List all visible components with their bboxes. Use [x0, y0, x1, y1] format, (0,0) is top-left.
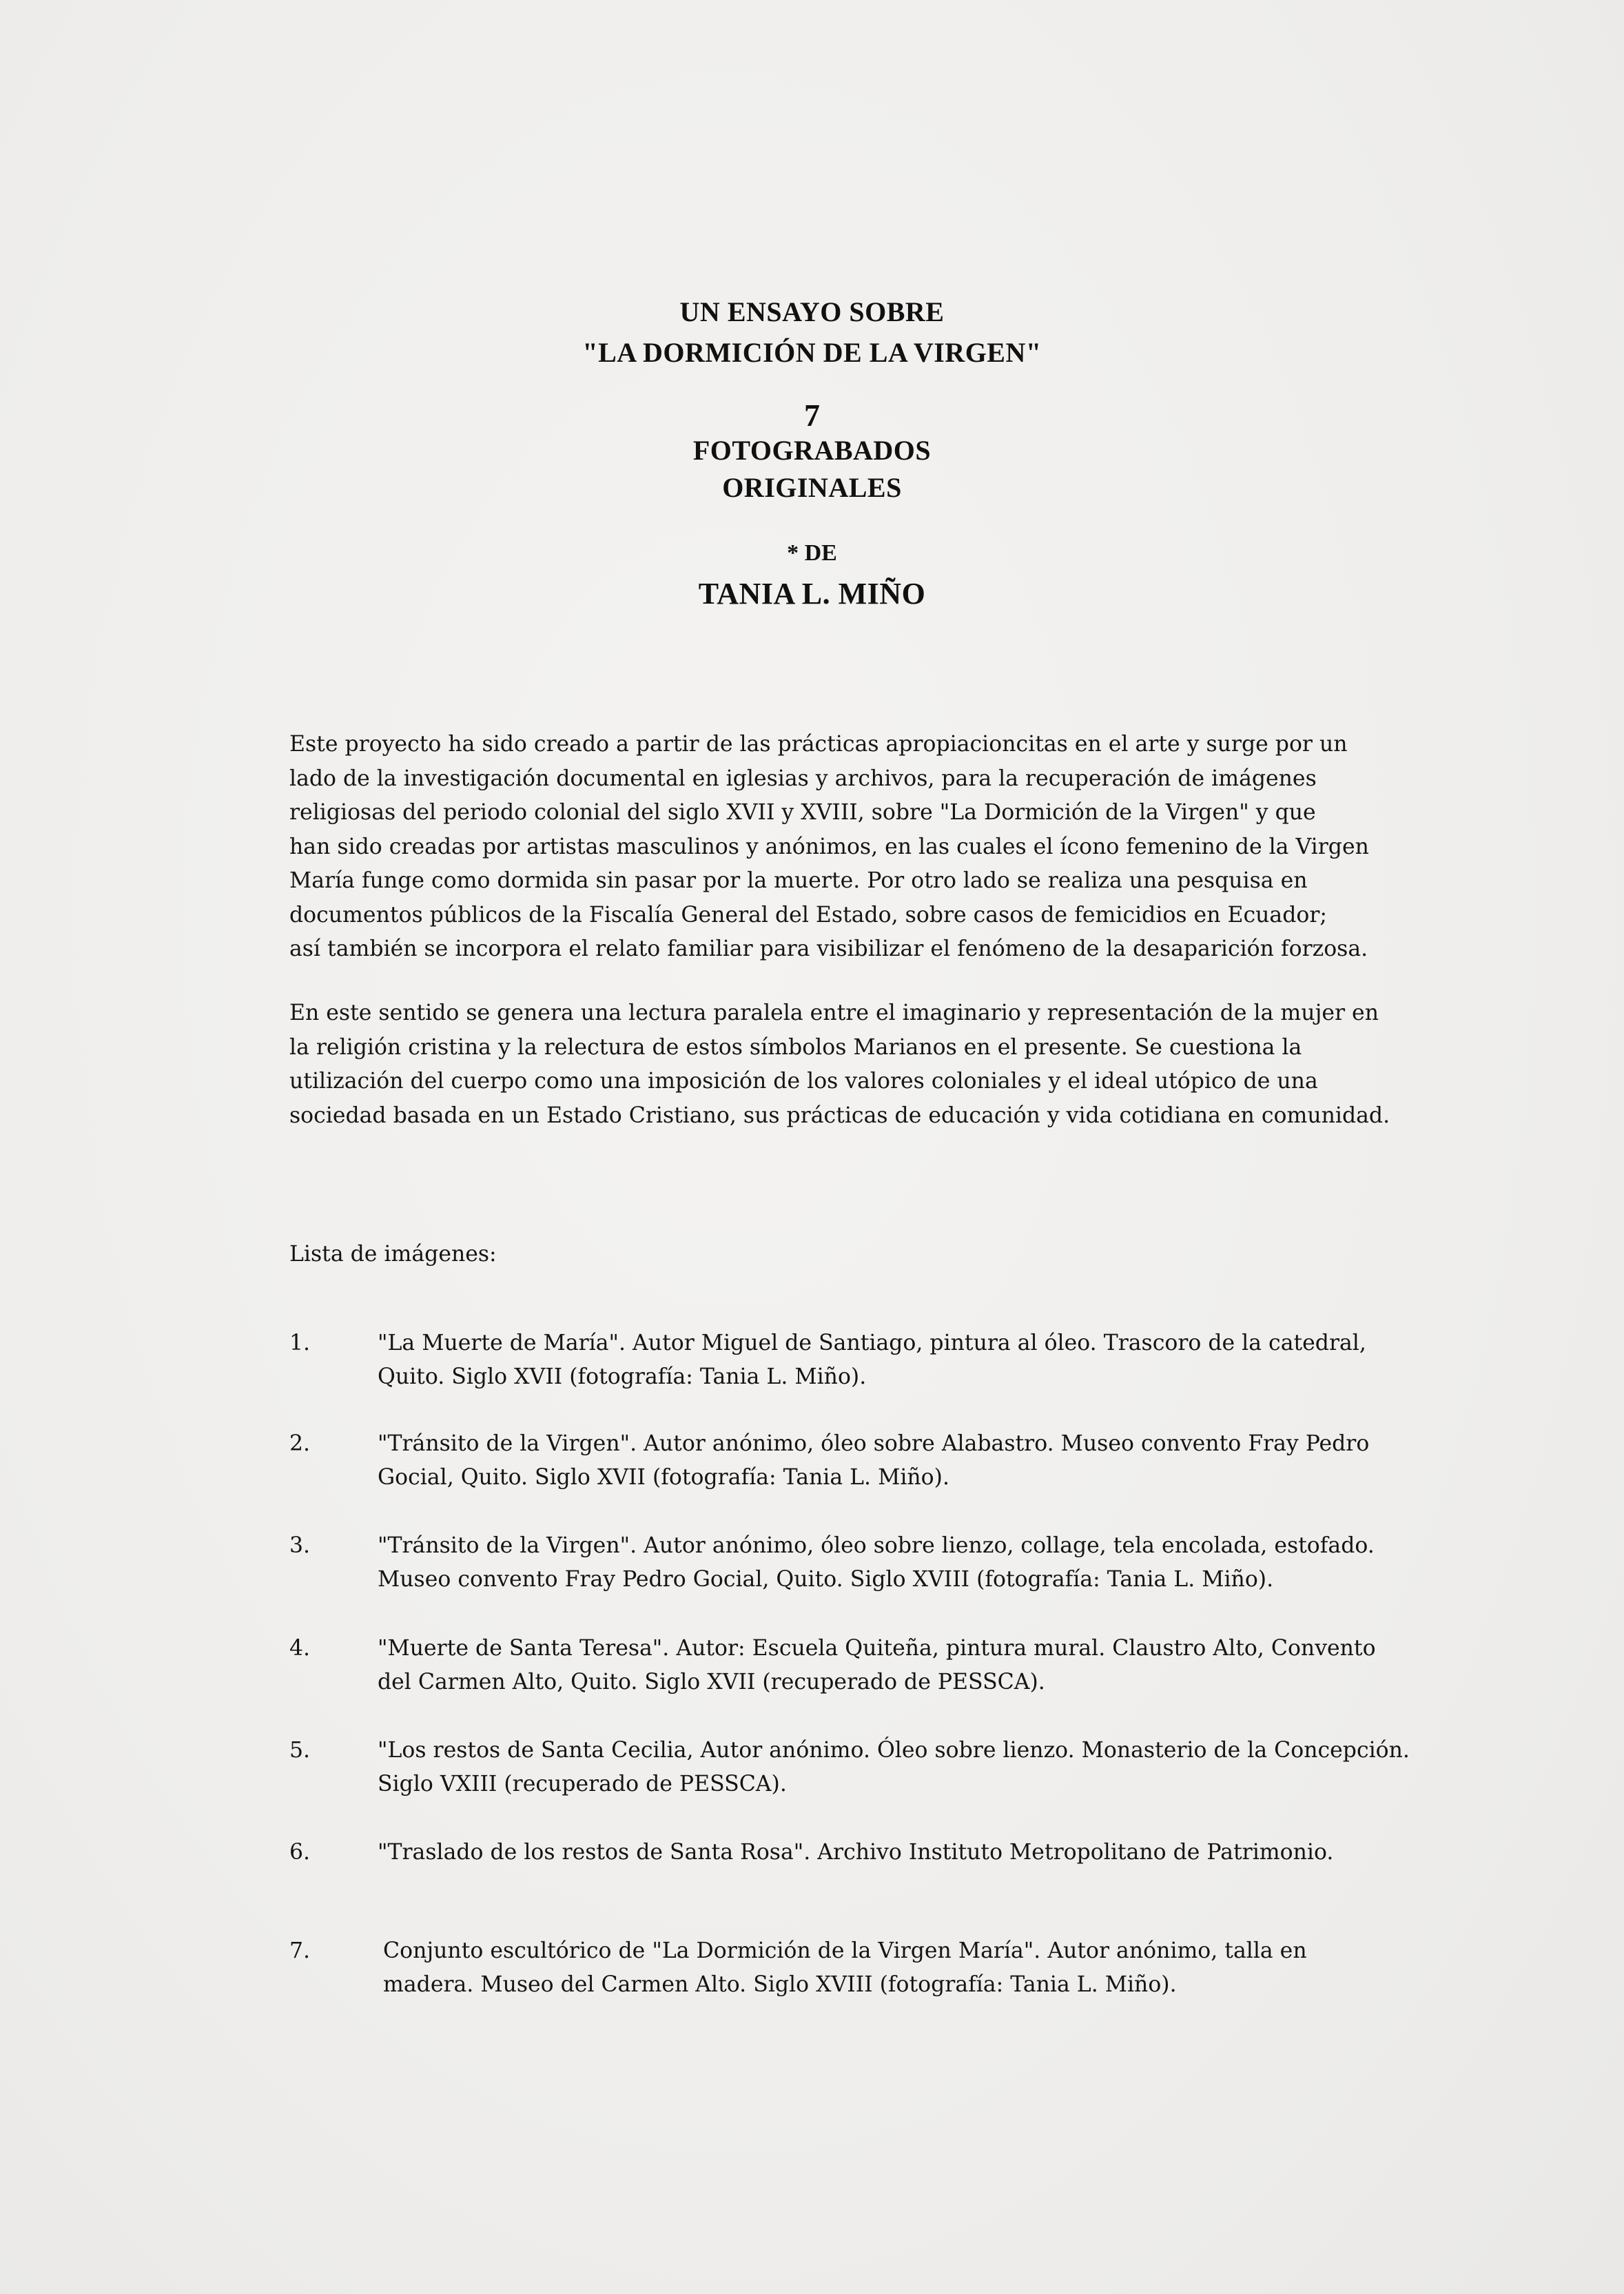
paragraph-line: han sido creadas por artistas masculinos y anónimos, en las cuales el ícono femenino de la Virgen: [289, 834, 1369, 859]
list-item-line: "La Muerte de María". Autor Miguel de Santiago, pintura al óleo. Trascoro de la catedral,: [378, 1331, 1366, 1355]
list-item-number: 5.: [289, 1738, 311, 1763]
list-item-line: "Tránsito de la Virgen". Autor anónimo, óleo sobre lienzo, collage, tela encolada, estofado.: [378, 1533, 1375, 1558]
paragraph-line: María funge como dormida sin pasar por la muerte. Por otro lado se realiza una pesquisa en: [289, 868, 1308, 893]
intro-paragraph-1: [289, 728, 1371, 967]
paragraph-line: Este proyecto ha sido creado a partir de las prácticas apropiacioncitas en el arte y surge por un: [289, 732, 1348, 757]
by-label: * DE: [787, 540, 837, 566]
list-item-text: [378, 1327, 1384, 1394]
intro-paragraph-2: [289, 996, 1390, 1133]
list-item-text: [378, 1427, 1384, 1495]
list-item-number: 4.: [289, 1636, 311, 1661]
paragraph-line: sociedad basada en un Estado Cristiano, sus prácticas de educación y vida cotidiana en comunidad.: [289, 1103, 1390, 1128]
list-item-number: 7.: [289, 1938, 311, 1963]
title-line-2: "LA DORMICIÓN DE LA VIRGEN": [582, 337, 1042, 368]
list-item-line: "Traslado de los restos de Santa Rosa". Archivo Instituto Metropolitano de Patrimonio.: [378, 1840, 1334, 1865]
list-item-text: [378, 1836, 1384, 1870]
list-item-line: Conjunto escultórico de "La Dormición de la Virgen María". Autor anónimo, talla en: [383, 1938, 1307, 1963]
subtitle-line-2: ORIGINALES: [722, 472, 902, 503]
list-item-line: Quito. Siglo XVII (fotografía: Tania L. Miño).: [378, 1364, 867, 1389]
list-item-text: [378, 1632, 1384, 1699]
paragraph-line: documentos públicos de la Fiscalía General del Estado, sobre casos de femicidios en Ecuador;: [289, 902, 1328, 928]
paragraph-line: utilización del cuerpo como una imposición de los valores coloniales y el ideal utópico de una: [289, 1069, 1318, 1094]
list-item-line: madera. Museo del Carmen Alto. Siglo XVIII (fotografía: Tania L. Miño).: [383, 1972, 1177, 1997]
author-name: TANIA L. MIÑO: [698, 577, 926, 611]
list-item-line: Gocial, Quito. Siglo XVII (fotografía: Tania L. Miño).: [378, 1465, 949, 1490]
print-count: 7: [804, 398, 820, 433]
list-item-text: [383, 1934, 1389, 2002]
subtitle-line-1: FOTOGRABADOS: [692, 435, 932, 466]
list-item-text: [378, 1734, 1410, 1801]
list-item-line: del Carmen Alto, Quito. Siglo XVII (recuperado de PESSCA).: [378, 1670, 1045, 1694]
paragraph-line: la religión cristina y la relectura de estos símbolos Marianos en el presente. Se cuestiona la: [289, 1034, 1302, 1060]
title-line-1: UN ENSAYO SOBRE: [679, 296, 945, 327]
paragraph-line: En este sentido se genera una lectura paralela entre el imaginario y representación de la mujer en: [289, 1001, 1379, 1025]
paragraph-line: así también se incorpora el relato familiar para visibilizar el fenómeno de la desaparición forzosa.: [289, 936, 1368, 961]
list-item-line: "Los restos de Santa Cecilia, Autor anónimo. Óleo sobre lienzo. Monasterio de la Concepción.: [378, 1738, 1410, 1763]
list-item-number: 3.: [289, 1533, 311, 1558]
list-item-line: "Muerte de Santa Teresa". Autor: Escuela Quiteña, pintura mural. Claustro Alto, Convento: [378, 1636, 1376, 1661]
list-item-number: 2.: [289, 1431, 311, 1456]
paragraph-line: religiosas del periodo colonial del siglo XVII y XVIII, sobre "La Dormición de la Virgen" y que: [289, 800, 1316, 825]
list-item-line: Siglo VXIII (recuperado de PESSCA).: [378, 1772, 787, 1796]
list-item-text: [378, 1529, 1384, 1597]
list-item-line: Museo convento Fray Pedro Gocial, Quito. Siglo XVIII (fotografía: Tania L. Miño).: [378, 1567, 1274, 1592]
list-item-line: "Tránsito de la Virgen". Autor anónimo, óleo sobre Alabastro. Museo convento Fray Pedro: [378, 1431, 1370, 1456]
paragraph-line: lado de la investigación documental en iglesias y archivos, para la recuperación de imágenes: [289, 766, 1317, 791]
image-list-heading: Lista de imágenes:: [289, 1242, 497, 1267]
list-item-number: 1.: [289, 1331, 311, 1355]
list-item-number: 6.: [289, 1840, 311, 1865]
